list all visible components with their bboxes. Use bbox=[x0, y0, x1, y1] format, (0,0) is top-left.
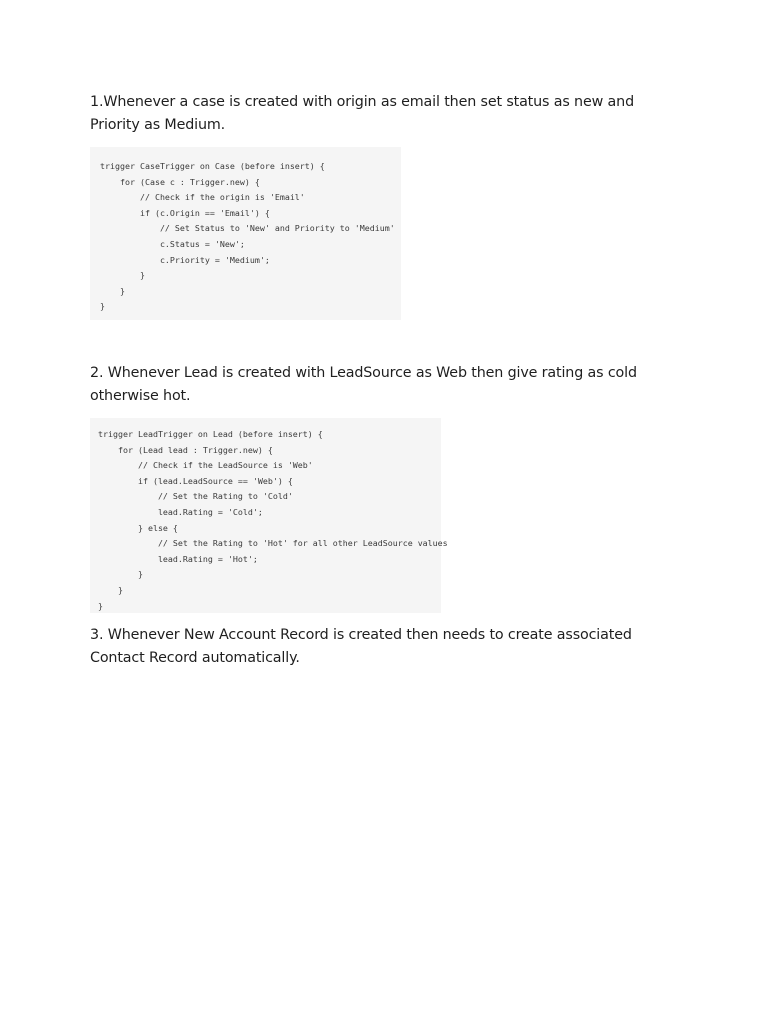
code-text: trigger CaseTrigger on Case (before insert) { for (Case c : Trigger.new) { // Check if the origin is 'Email' if (c.Origin == 'Email') { // Set Status to 'New' and Priority to 'Medium' c.Status = 'New'; c.Priority = 'Medium'; } } } bbox=[100, 161, 395, 312]
question-1-text: 1.Whenever a case is created with origin as email then set status as new and Priority as Medium. bbox=[90, 94, 634, 133]
question-2-text: 2. Whenever Lead is created with LeadSource as Web then give rating as cold otherwise hot. bbox=[90, 365, 637, 404]
question-3-text: 3. Whenever New Account Record is created then needs to create associated Contact Record automatically. bbox=[90, 627, 632, 666]
code-text: trigger LeadTrigger on Lead (before insert) { for (Lead lead : Trigger.new) { // Check if the LeadSource is 'Web' if (lead.LeadSource == 'Web') { // Set the Rating to 'Cold' lead.Rating = 'Cold'; } else { // Set the Rating to 'Hot' for all other LeadSource values lead.Rating = 'Hot'; } } } bbox=[98, 429, 448, 611]
code-block-case-trigger bbox=[90, 147, 401, 320]
code-block-lead-trigger bbox=[90, 418, 448, 613]
